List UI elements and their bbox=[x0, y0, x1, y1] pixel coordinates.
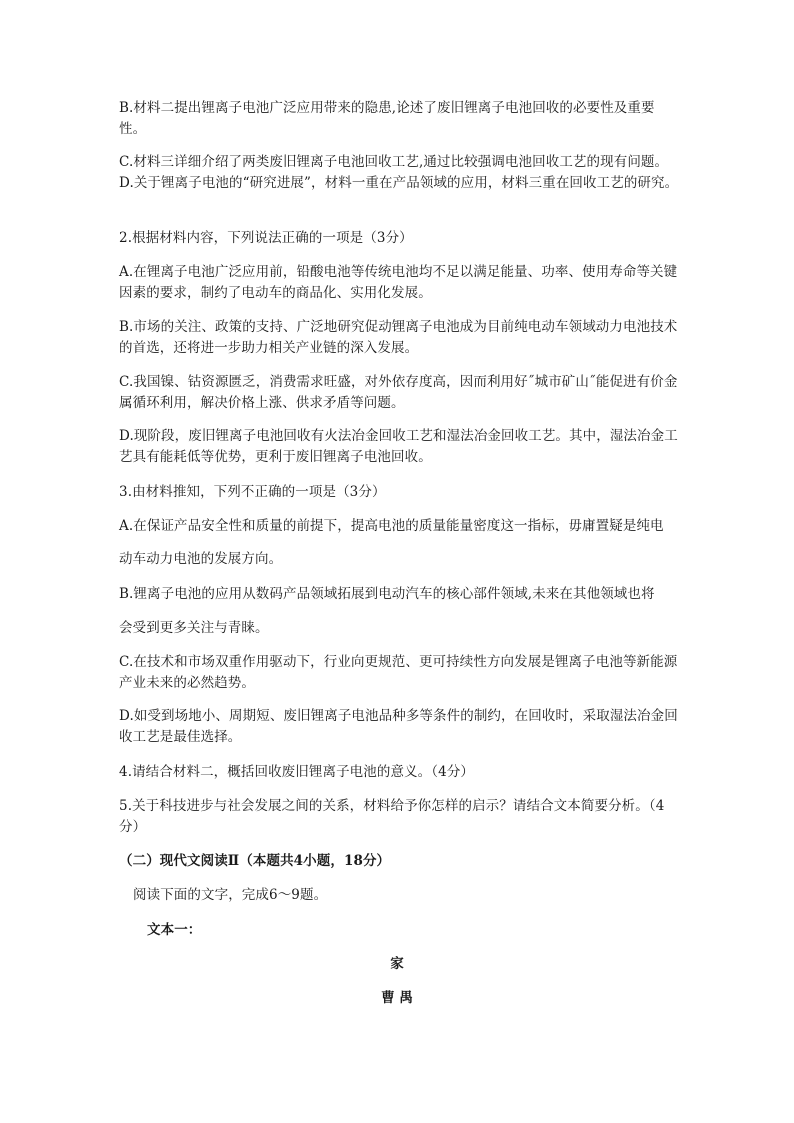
article-title: 家 bbox=[390, 956, 404, 972]
option-b-material-two: B.材料二提出锂离子电池广泛应用带来的隐患,论述了废旧锂离子电池回收的必要性及重要性。 bbox=[119, 100, 655, 137]
question-3-option-a-line1: A.在保证产品安全性和质量的前提下，提高电池的质量能量密度这一指标，毋庸置疑是纯电 bbox=[119, 518, 664, 534]
option-d-research-progress: D.关于锂离子电池的“研究进展”，材料一重在产品领域的应用，材料三重在回收工艺的研究。 bbox=[119, 175, 679, 191]
question-2: 2.根据材料内容，下列说法正确的一项是（3分） bbox=[119, 230, 413, 246]
reading-instruction: 阅读下面的文字，完成6～9题。 bbox=[133, 887, 328, 903]
question-3-option-d: D.如受到场地小、周期短、废旧锂离子电池品种多等条件的制约，在回收时，采取湿法冶金回收工艺是最佳选择。 bbox=[119, 708, 678, 745]
question-3-option-b-line2: 会受到更多关注与青睐。 bbox=[119, 620, 269, 636]
question-3-option-c: C.在技术和市场双重作用驱动下，行业向更规范、更可持续性方向发展是锂离子电池等新能源产业未来的必然趋势。 bbox=[119, 654, 678, 691]
question-2-option-a: A.在锂离子电池广泛应用前，铅酸电池等传统电池均不足以满足能量、功率、使用寿命等关键因素的要求，制约了电动车的商品化、实用化发展。 bbox=[119, 264, 678, 301]
option-c-material-three: C.材料三详细介绍了两类废旧锂离子电池回收工艺,通过比较强调电池回收工艺的现有问题。 bbox=[119, 154, 669, 170]
question-4: 4.请结合材料二，概括回收废旧锂离子电池的意义。（4分） bbox=[119, 764, 475, 780]
question-2-option-d: D.现阶段，废旧锂离子电池回收有火法冶金回收工艺和湿法冶金回收工艺。其中，湿法冶金工艺具有能耗低等优势，更利于废旧锂离子电池回收。 bbox=[119, 428, 678, 465]
question-3-option-b-line1: B.锂离子电池的应用从数码产品领域拓展到电动汽车的核心部件领域,未来在其他领域也将 bbox=[119, 586, 655, 602]
question-5: 5.关于科技进步与社会发展之间的关系，材料给予你怎样的启示？请结合文本简要分析。（4分） bbox=[119, 798, 665, 835]
question-2-option-c: C.我国镍、钴资源匮乏，消费需求旺盛，对外依存度高，因而利用好˝城市矿山˝能促进有价金属循环利用，解决价格上涨、供求矛盾等问题。 bbox=[119, 374, 678, 411]
question-3-option-a-line2: 动车动力电池的发展方向。 bbox=[119, 551, 283, 567]
article-author: 曹 禺 bbox=[381, 990, 413, 1006]
question-2-option-b: B.市场的关注、政策的支持、广泛地研究促动锂离子电池成为目前纯电动车领域动力电池技术的首选，还将进一步助力相关产业链的深入发展。 bbox=[119, 319, 678, 356]
section-heading: （二）现代文阅读Ⅱ（本题共4小题，18分） bbox=[119, 853, 391, 869]
question-3: 3.由材料推知，下列不正确的一项是（3分） bbox=[119, 484, 386, 500]
text-one-label: 文本一： bbox=[147, 922, 202, 938]
